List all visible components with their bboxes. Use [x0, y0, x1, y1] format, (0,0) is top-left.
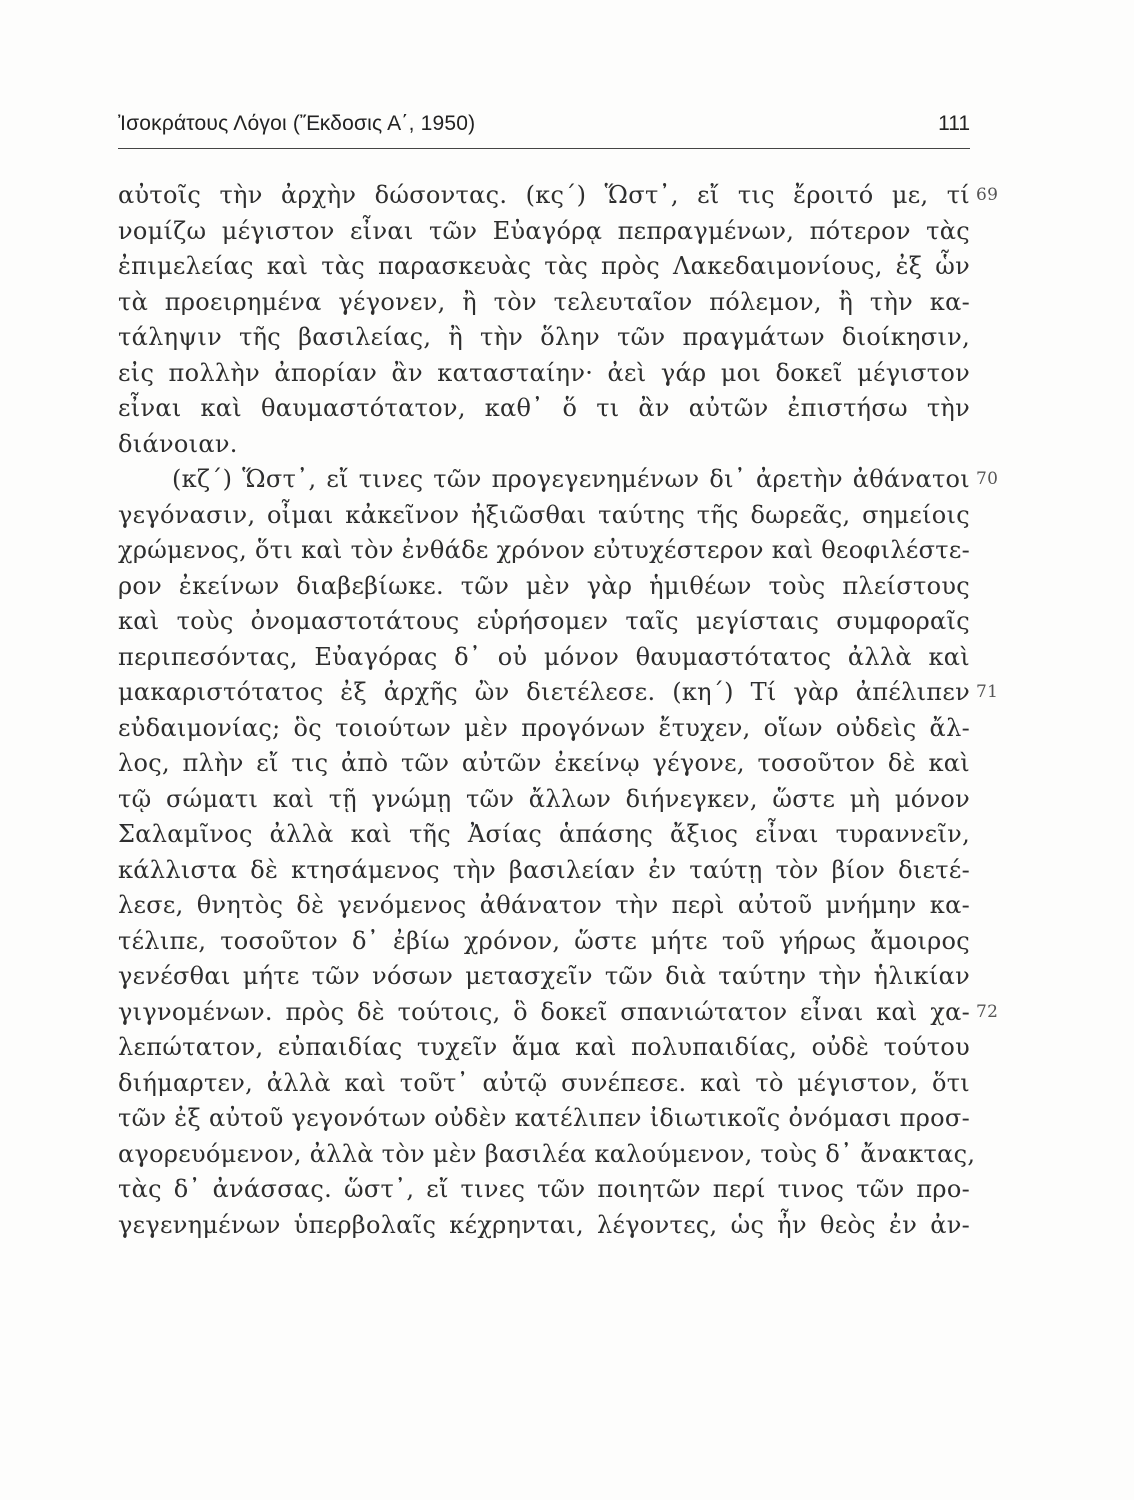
text-line-content: αὐτοῖς τὴν ἀρχὴν δώσοντας. (κς΄) Ὥστ᾽, εἴ τις ἔροιτό με, τί — [118, 181, 970, 209]
text-line-content: λεπώτατον, εὐπαιδίας τυχεῖν ἅμα καὶ πολυπαιδίας, οὐδὲ τούτου — [118, 1033, 970, 1061]
text-line — [118, 1208, 970, 1244]
text-line-content: γενέσθαι μήτε τῶν νόσων μετασχεῖν τῶν διὰ ταύτην τὴν ἡλικίαν — [118, 962, 970, 990]
header-rule — [118, 148, 970, 149]
text-line-content: τῶν ἐξ αὐτοῦ γεγονότων οὐδὲν κατέλιπεν ἰδιωτικοῖς ὀνόμασι προσ- — [118, 1104, 970, 1132]
text-line-content: ρον ἐκείνων διαβεβίωκε. τῶν μὲν γὰρ ἡμιθέων τοὺς πλείστους — [118, 571, 970, 600]
text-line — [118, 924, 970, 960]
text-line-content: κάλλιστα δὲ κτησάμενος τὴν βασιλείαν ἐν ταύτῃ τὸν βίον διετέ- — [118, 855, 970, 884]
text-line — [118, 462, 999, 498]
text-line — [118, 533, 970, 569]
text-line — [118, 285, 970, 321]
running-header — [118, 112, 970, 152]
text-line-content: καὶ τοὺς ὀνομαστοτάτους εὑρήσομεν ταῖς μεγίσταις συμφοραῖς — [118, 607, 970, 635]
page-number: 111 — [938, 112, 970, 135]
text-line-content: τῷ σώματι καὶ τῇ γνώμῃ τῶν ἄλλων διήνεγκεν, ὥστε μὴ μόνον — [118, 784, 970, 813]
text-line — [118, 1137, 976, 1173]
text-line — [118, 853, 970, 889]
text-line-content: γεγενημένων ὑπερβολαῖς κέχρηνται, λέγοντες, ὡς ἦν θεὸς ἐν ἀν- — [118, 1210, 970, 1239]
text-line-content: ἐπιμελείας καὶ τὰς παρασκευὰς τὰς πρὸς Λακεδαιμονίους, ἐξ ὧν — [118, 252, 970, 280]
text-line — [118, 249, 970, 285]
text-line-content: εὐδαιμονίας; ὃς τοιούτων μὲν προγόνων ἔτυχεν, οἵων οὐδεὶς ἄλ- — [118, 713, 970, 742]
text-line-content: νομίζω μέγιστον εἶναι τῶν Εὐαγόρᾳ πεπραγμένων, πότερον τὰς — [118, 216, 970, 245]
text-line — [118, 1030, 970, 1066]
text-line — [118, 356, 970, 392]
text-line-content: λεσε, θνητὸς δὲ γενόμενος ἀθάνατον τὴν περὶ αὐτοῦ μνήμην κα- — [118, 891, 970, 919]
running-title: Ἰσοκράτους Λόγοι (Ἔκδοσις Α΄, 1950) — [118, 112, 476, 135]
text-line — [118, 1101, 970, 1137]
body-text — [118, 178, 999, 1243]
text-line — [118, 817, 970, 853]
text-line-content: λος, πλὴν εἴ τις ἀπὸ τῶν αὐτῶν ἐκείνῳ γέγονε, τοσοῦτον δὲ καὶ — [118, 749, 970, 777]
text-line-content: τὰ προειρημένα γέγονεν, ἢ τὸν τελευταῖον πόλεμον, ἢ τὴν κα- — [118, 287, 970, 316]
text-line — [118, 888, 970, 924]
text-line — [118, 320, 970, 356]
text-line — [118, 675, 999, 711]
text-line-content: γεγόνασιν, οἶμαι κἀκεῖνον ἠξιῶσθαι ταύτης τῆς δωρεᾶς, σημείοις — [118, 500, 970, 529]
text-line-content: (κζ΄) Ὥστ᾽, εἴ τινες τῶν προγεγενημένων δι᾽ ἀρετὴν ἀθάνατοι — [172, 465, 970, 493]
text-line-content: τὰς δ᾽ ἀνάσσας. ὥστ᾽, εἴ τινες τῶν ποιητῶν περί τινος τῶν προ- — [118, 1175, 970, 1203]
text-line — [118, 746, 970, 782]
text-line — [118, 569, 970, 605]
text-line — [118, 1066, 970, 1102]
text-line-content: εἶναι καὶ θαυμαστότατον, καθ᾽ ὅ τι ἂν αὐτῶν ἐπιστήσω τὴν — [118, 394, 970, 422]
text-line — [118, 640, 970, 676]
text-line-content: διήμαρτεν, ἀλλὰ καὶ τοῦτ᾽ αὐτῷ συνέπεσε. καὶ τὸ μέγιστον, ὅτι — [118, 1068, 970, 1097]
text-line-content: διάνοιαν. — [118, 429, 238, 458]
text-line-content: εἰς πολλὴν ἀπορίαν ἂν κατασταίην· ἀεὶ γάρ μοι δοκεῖ μέγιστον — [118, 358, 970, 387]
text-line-content: αγορευόμενον, ἀλλὰ τὸν μὲν βασιλέα καλούμενον, τοὺς δ᾽ ἄνακτας, — [118, 1139, 976, 1168]
text-line — [118, 1172, 970, 1208]
text-line-content: τέλιπε, τοσοῦτον δ᾽ ἐβίω χρόνον, ὥστε μήτε τοῦ γήρως ἄμοιρος — [118, 926, 970, 955]
section-margin-number: 69 — [976, 185, 999, 205]
text-line-content: τάληψιν τῆς βασιλείας, ἢ τὴν ὅλην τῶν πραγμάτων διοίκησιν, — [118, 323, 970, 351]
text-line — [118, 959, 970, 995]
text-line — [118, 178, 999, 214]
text-line — [118, 995, 999, 1031]
section-margin-number: 71 — [976, 682, 999, 702]
text-line — [118, 782, 970, 818]
text-line-content: περιπεσόντας, Εὐαγόρας δ᾽ οὐ μόνον θαυμαστότατος ἀλλὰ καὶ — [118, 642, 970, 671]
text-line-content: γιγνομένων. πρὸς δὲ τούτοις, ὃ δοκεῖ σπανιώτατον εἶναι καὶ χα- — [118, 997, 970, 1026]
text-line — [118, 214, 970, 250]
section-margin-number: 72 — [976, 1001, 999, 1022]
text-line — [118, 427, 970, 463]
text-line-content: Σαλαμῖνος ἀλλὰ καὶ τῆς Ἀσίας ἁπάσης ἄξιος εἶναι τυραννεῖν, — [118, 820, 970, 848]
text-line — [118, 604, 970, 640]
text-line — [118, 498, 970, 534]
text-line-content: μακαριστότατος ἐξ ἀρχῆς ὢν διετέλεσε. (κη΄) Τί γὰρ ἀπέλιπεν — [118, 678, 970, 706]
text-line — [118, 391, 970, 427]
text-line-content: χρώμενος, ὅτι καὶ τὸν ἐνθάδε χρόνον εὐτυχέστερον καὶ θεοφιλέστε- — [118, 536, 970, 564]
section-margin-number: 70 — [976, 469, 999, 489]
text-line — [118, 711, 970, 747]
